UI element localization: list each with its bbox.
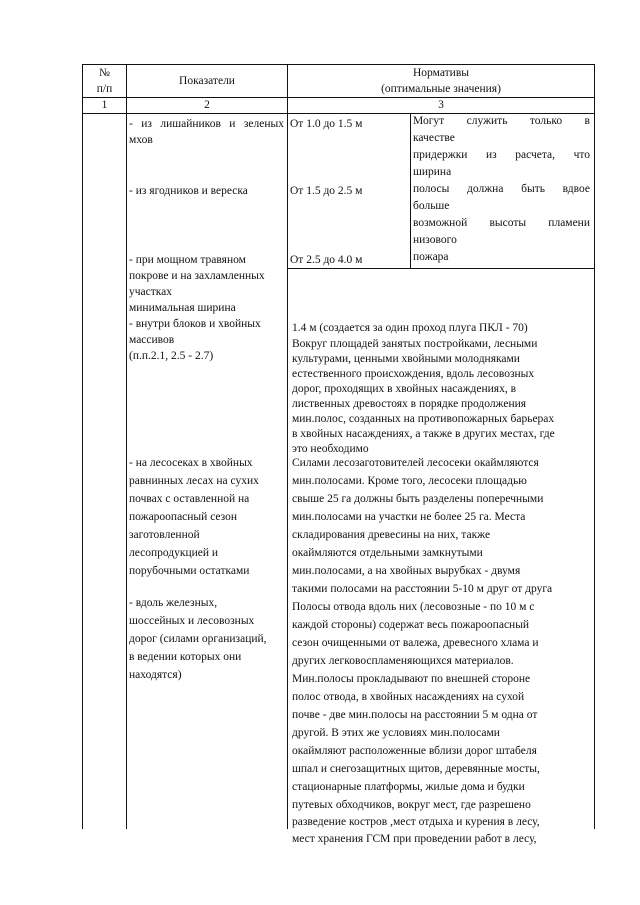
column-number-1: 1 xyxy=(101,99,108,111)
column-number-2: 2 xyxy=(204,99,210,111)
column-divider-1 xyxy=(126,64,127,829)
table-left-border xyxy=(82,64,83,829)
header-indicators: Показатели xyxy=(179,75,235,87)
column-number-3: 3 xyxy=(438,99,444,111)
header-num-label: № п/п xyxy=(96,67,113,95)
table-top-border xyxy=(82,64,594,65)
table-right-border xyxy=(594,64,595,829)
indicator-berry: - из ягодников и вереска xyxy=(129,185,248,197)
range-lichen: От 1.0 до 1.5 м xyxy=(290,118,363,130)
subcolumn-divider xyxy=(410,113,411,268)
header-norms: Нормативы (оптимальные значения) xyxy=(381,67,501,95)
range-berry: От 1.5 до 2.5 м xyxy=(290,185,363,197)
range-grass: От 2.5 до 4.0 м xyxy=(290,254,363,266)
column-divider-2 xyxy=(287,64,288,829)
document-page: № п/п Показатели Нормативы (оптимальные значения) 1 2 3 - из лишайников и зеленых мхов - из ягодников и вереска - при мощном травяном покрове и на захламленных участках минимальная ширина - внутри блоков и хвойных массивов (п.п.2.1, 2.5 - 2.7) - на лесосеках в хвойных равнинных лесах на сухих почвах с оставленной на пожароопасный сезон заготовленной лесопродукцией и порубочными остатками - вдоль железных, шоссейных и лесовозных дорог (силами организаций, в ведении которых они находятся) От 1.0 до 1.5 м От 1.5 до 2.5 м От 2.5 до 4.0 м Могут служить только в качестве придержки из расчета, что ширина полосы должна быть вдвое больше возможной высоты пламени низового пожара 1.4 м (создается за один проход плуга ПКЛ - 70) Вокруг площадей занятых постройками, лесными культурами, ценными хвойными молодняками естественного происхождения, вдоль лесовозных дорог, проходящих в хвойных насаждениях, в лиственных древостоях в порядке продолжения мин.полос, созданных на противопожарных барьерах в хвойных насаждениях, а также в других местах, где это необходимо Силами лесозаготовителей лесосеки окаймляются мин.полосами. Кроме того, лесосеки площадью свыше 25 га должны быть разделены поперечными мин.полосами на участки не более 25 га. Места складирования древесины на них, также окаймляются отдельными замкнутыми мин.полосами, а на хвойных вырубках - двумя такими полосами на расстоянии 5-10 м друг от друга Полосы отвода вдоль них (лесовозные - по 10 м с каждой стороны) содержат весь пожароопасный сезон очищенными от валежа, древесного хлама и других легковоспламеняющихся материалов. Мин.полосы прокладывают по внешней стороне полос отвода, в хвойных насаждениях на сухой почве - две мин.полосы на расстоянии 5 м одна от другой. В этих же условиях мин.полосами окаймляют расположенные вблизи дорог штабеля шпал и снегозащитных щитов, деревянные мосты, стационарные платформы, жилые дома и будки путевых обходчиков, вокруг мест, где разрешено разведение костров ,мест отдыха и курения в лесу, мест хранения ГСМ при проведении работ в лесу, xyxy=(0,0,640,905)
